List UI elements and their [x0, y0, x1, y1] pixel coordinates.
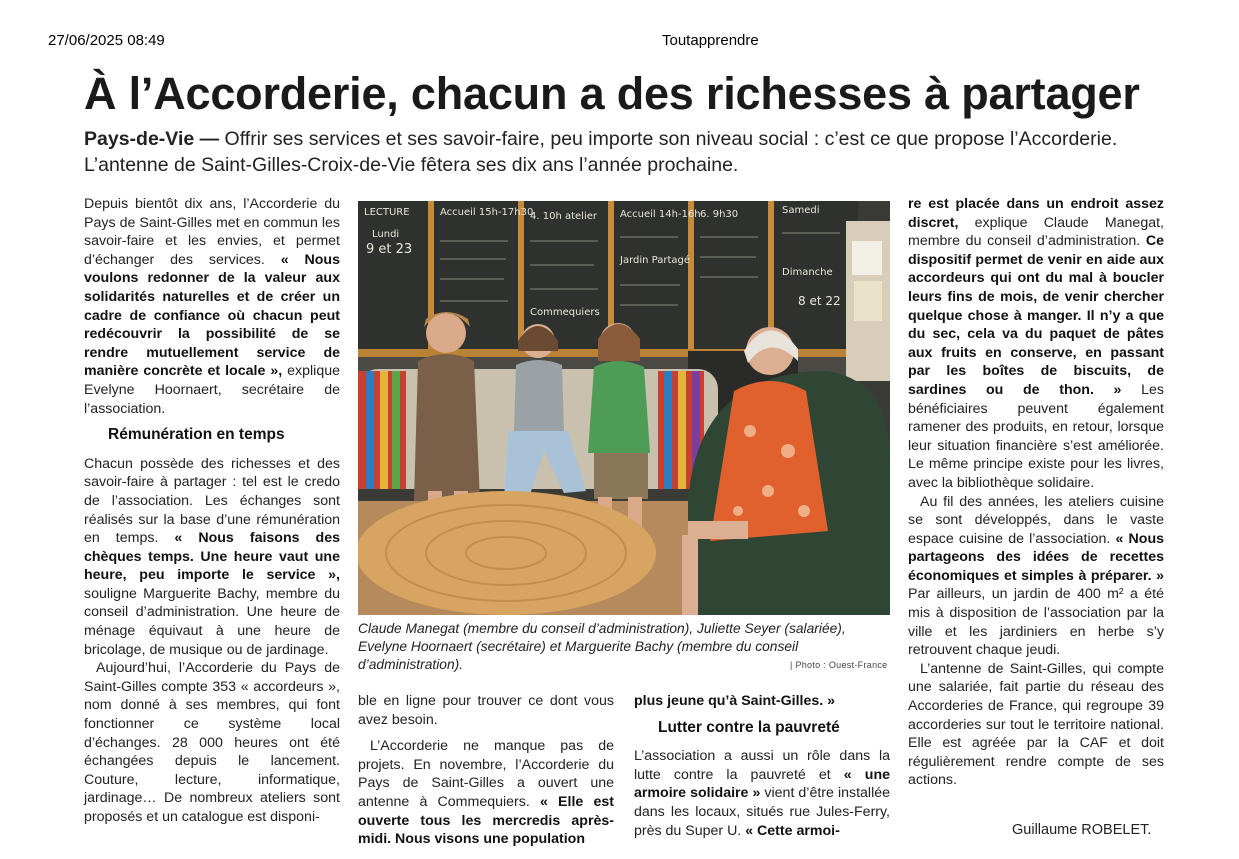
paragraph: [84, 195, 340, 418]
article-column-2: [358, 692, 614, 849]
text: Les bénéficiaires peuvent également ramener des produits, en retour, lorsque leur situation financière s’est améliorée. Le même principe existe pour les livres, avec la bibliothèque solidaire.: [908, 381, 1164, 491]
subheading: Rémunération en temps: [108, 426, 285, 444]
chalk-text: Jardin Partagé: [620, 255, 691, 266]
paragraph: [908, 493, 1164, 660]
paragraph: [634, 692, 890, 711]
text: Chacun possède des richesses et des savoir-faire à partager : tel est le credo de l’association. Les échanges sont réalisés sur la base d’une rémunération en temps.: [84, 455, 340, 547]
paragraph: [84, 455, 340, 660]
chalk-text: LECTURE: [364, 207, 410, 218]
print-date: 27/06/2025 08:49: [48, 32, 165, 49]
paragraph: Aujourd’hui, l’Accorderie du Pays de Saint-Gilles compte 353 « accordeurs », nom donné à ses membres, qui font fonctionner ce système local d’échanges. 28 000 heures ont été échangées depuis le lancement. Couture, lecture, informatique, jardinage… De nombreux ateliers sont proposés et un catalogue est disponi-: [84, 660, 340, 825]
quote: « Cette armoi-: [745, 822, 840, 839]
text: explique Evelyne Hoornaert, secrétaire de l’association.: [84, 363, 340, 417]
chalk-text: 4. 10h atelier: [530, 211, 597, 222]
chalk-text: 9 et 23: [366, 242, 413, 257]
text: L’association a aussi un rôle dans la lutte contre la pauvreté et: [634, 748, 890, 783]
chalk-text: Samedi: [782, 205, 820, 216]
photo-credit: | Photo : Ouest-France: [790, 660, 888, 670]
author-signature: Guillaume ROBELET.: [1012, 822, 1152, 838]
chalk-text: Accueil 15h-17h30: [440, 207, 534, 218]
text: L’Accorderie ne manque pas de projets. En novembre, l’Accorderie du Pays de Saint-Gilles a ouvert une antenne à Commequiers.: [358, 738, 614, 810]
text: vient d’être installée dans les locaux, situés rue Jules-Ferry, près du Super U.: [634, 785, 891, 839]
quote: « une armoire solidaire »: [634, 766, 891, 802]
text: souligne Marguerite Bachy, membre du conseil d’administration. Une heure de ménage équivaut à une heure de bricolage, de musique ou de jardinage.: [84, 585, 340, 658]
article-column-3: [634, 692, 890, 840]
quote: « Nous voulons redonner de la valeur aux solidarités naturelles et de créer un cadre de confiance où chacun peut redécouvrir la possibilité de se rendre mutuellement service de manière concrète et locale »,: [84, 251, 340, 380]
chalk-text: 6. 9h30: [700, 209, 739, 220]
paragraph: L’antenne de Saint-Gilles, qui compte une salariée, fait partie du réseau des Accorderies de France, qui regroupe 39 accorderies sur tout le territoire national. Elle est agréée par la CAF et doit régulièrement rendre compte de ses actions.: [908, 660, 1164, 789]
article-column-1: [84, 195, 340, 827]
quote: Ce dispositif permet de venir en aide aux accordeurs qui ont du mal à boucler leurs fins de mois, de venir chercher quelque chose à manger. Il n’y a que du sec, cela va du paquet de pâtes aux fruits en conserve, en passant par les boîtes de biscuits, de sardines ou de thon. »: [908, 233, 1164, 398]
chalk-text: Commequiers: [530, 307, 600, 318]
subheading: Lutter contre la pauvreté: [658, 718, 840, 736]
article-column-4: [908, 195, 1164, 790]
paragraph: ble en ligne pour trouver ce dont vous avez besoin.: [358, 693, 614, 728]
text: Par ailleurs, un jardin de 400 m² a été mis à disposition de l’association par la ville et les jardiniers en herbe s’y retrouvent chaque jeudi.: [908, 586, 1164, 659]
chalk-text: Dimanche: [782, 267, 833, 278]
lead-location: Pays-de-Vie —: [84, 128, 220, 150]
article-photo: [358, 201, 890, 615]
lead-text: Offrir ses services et ses savoir-faire, peu importe son niveau social : c’est ce que propose l’Accorderie. L’antenne de Saint-Gilles-Croix-de-Vie fêtera ses dix ans l’année prochaine.: [84, 128, 1118, 176]
chalk-text: Lundi: [372, 229, 400, 240]
photo-illustration: [358, 201, 890, 615]
photo-caption: Claude Manegat (membre du conseil d’administration), Juliette Seyer (salariée), Evelyne Hoornaert (secrétaire) et Marguerite Bachy (membre du conseil d’administration).: [358, 621, 846, 672]
text: explique Claude Manegat, membre du conseil d’administration.: [908, 214, 1164, 250]
print-source: Toutapprendre: [662, 32, 759, 49]
text: Depuis bientôt dix ans, l’Accorderie du Pays de Saint-Gilles met en commun les savoir-faire et les envies, et permet d’échanger des services.: [84, 196, 340, 268]
article-lead: [84, 126, 1194, 178]
paragraph: [634, 747, 890, 840]
quote: plus jeune qu’à Saint-Gilles. »: [634, 693, 836, 709]
quote: « Nous faisons des chèques temps. Une heure vaut une heure, peu importe le service »,: [84, 530, 340, 584]
quote: re est placée dans un endroit assez discret,: [908, 196, 1164, 231]
quote: « Elle est ouverte tous les mercredis après-midi. Nous visons une population: [358, 793, 614, 848]
paragraph: [358, 737, 614, 849]
chalk-text: 8 et 22: [798, 294, 841, 308]
article-headline: À l’Accorderie, chacun a des richesses à partager: [84, 68, 1140, 119]
quote: « Nous partageons des idées de recettes économiques et simples à préparer. »: [908, 530, 1165, 584]
text: Au fil des années, les ateliers cuisine se sont développés, dans le vaste espace cuisine de l’association.: [908, 493, 1164, 547]
paragraph: [908, 195, 1164, 493]
chalk-text: Accueil 14h-16h: [620, 209, 701, 220]
